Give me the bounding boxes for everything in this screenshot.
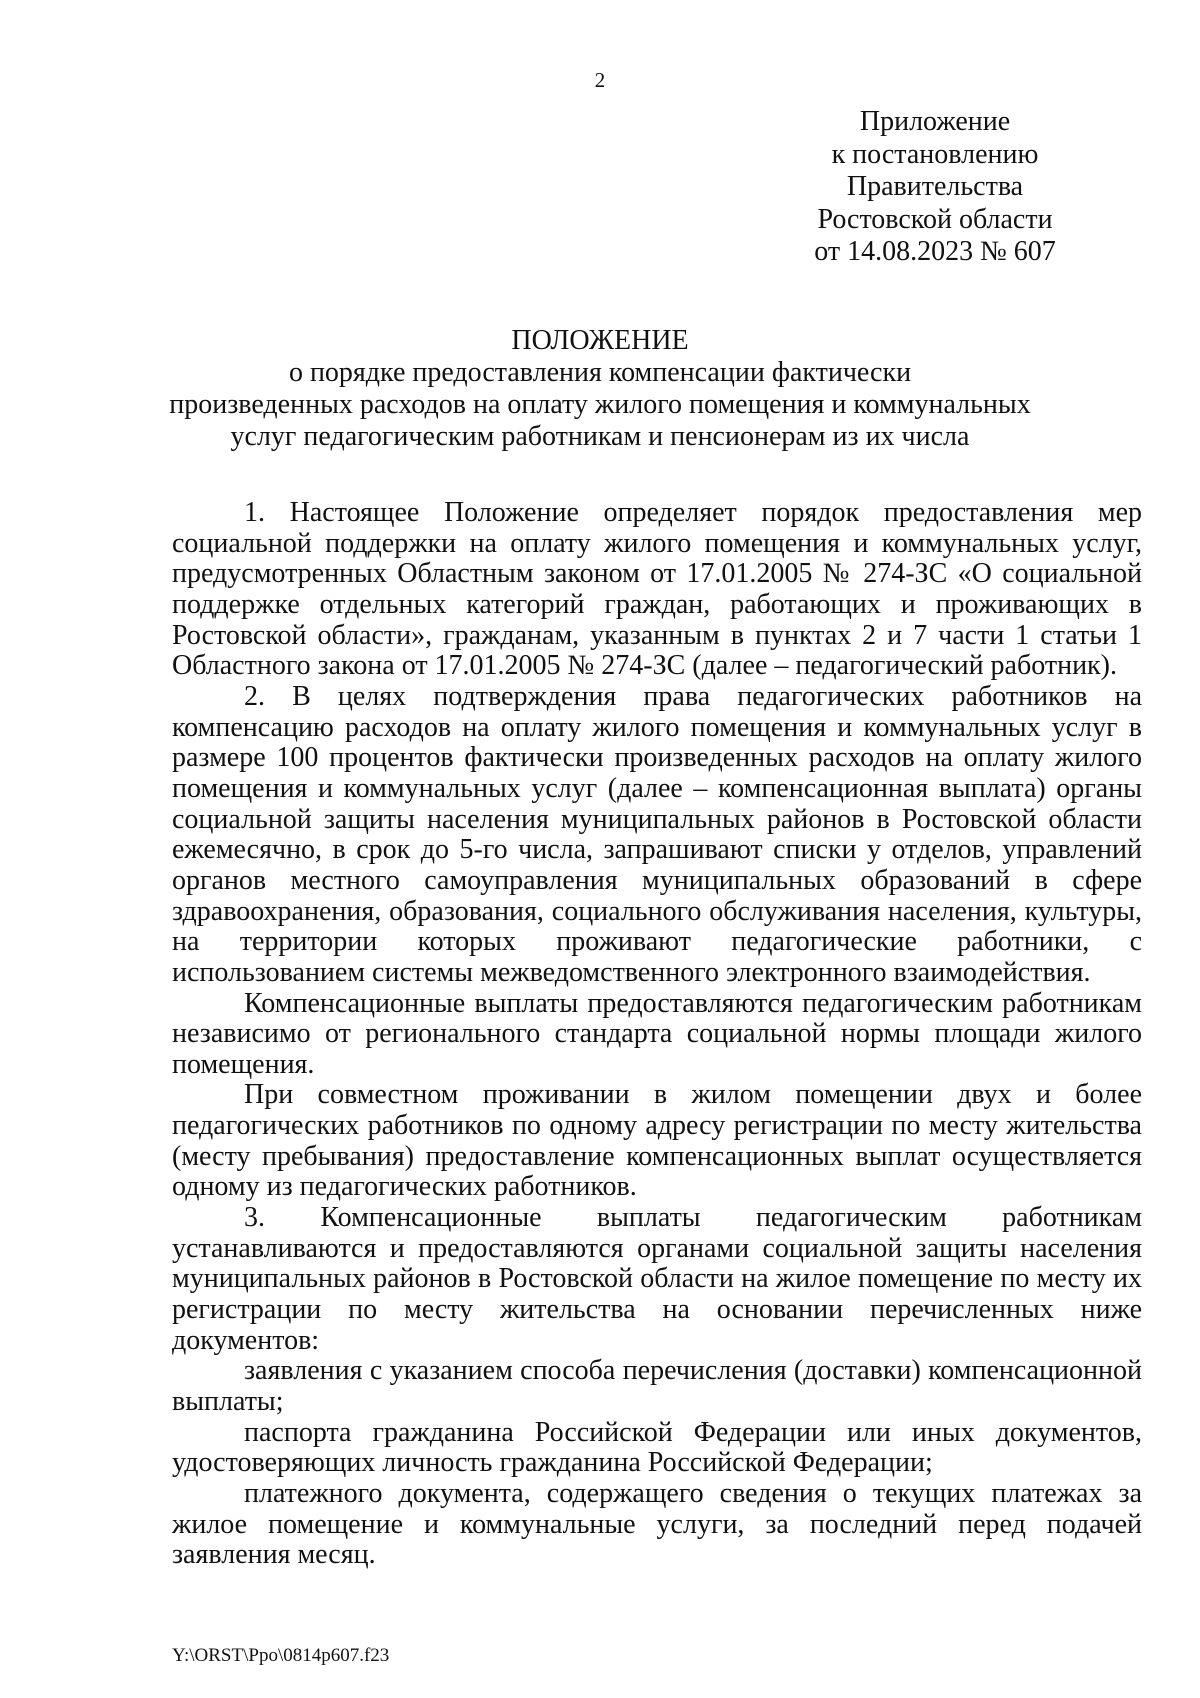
list-item-payment-document: платежного документа, содержащего сведения о текущих платежах за жилое помещение и коммунальные услуги, за последний перед подачей заявления месяц. — [172, 1478, 1142, 1571]
title-heading: ПОЛОЖЕНИЕ — [511, 325, 689, 356]
paragraph-clause-3: 3. Компенсационные выплаты педагогическим работникам устанавливаются и предоставляются органами социальной защиты населения муниципальных районов в Ростовской области на жилое помещение по месту их регистрации по месту жительства на основании перечисленных ниже документов: — [172, 1202, 1142, 1356]
title-subtitle-line: услуг педагогическим работникам и пенсионерам из их числа — [230, 421, 970, 452]
list-item-passport: паспорта гражданина Российской Федерации или иных документов, удостоверяющих личность гражданина Российской Федерации; — [172, 1416, 1142, 1479]
approval-line: от 14.08.2023 № 607 — [814, 236, 1056, 268]
approval-line: Ростовской области — [817, 203, 1053, 235]
footer-file-path: Y:\ORST\Ppo\0814p607.f23 — [172, 1645, 390, 1666]
title-subtitle-line: произведенных расходов на оплату жилого помещения и коммунальных — [169, 389, 1031, 420]
document-body — [172, 498, 1142, 1571]
title-subtitle-line: о порядке предоставления компенсации фактически — [288, 357, 912, 388]
paragraph-clause-2: 2. В целях подтверждения права педагогических работников на компенсацию расходов на оплату жилого помещения и коммунальных услуг в размере 100 процентов фактически произведенных расходов на оплату жилого помещения и коммунальных услуг (далее – компенсационная выплата) органы социальной защиты населения муниципальных районов в Ростовской области ежемесячно, в срок до 5-го числа, запрашивают списки у отделов, управлений органов местного самоуправления муниципальных образований в сфере здравоохранения, образования, социального обслуживания населения, культуры, на территории которых проживают педагогические работники, с использованием системы межведомственного электронного взаимодействия. — [172, 680, 1142, 988]
paragraph-joint-residence: При совместном проживании в жилом помещении двух и более педагогических работников по одному адресу регистрации по месту жительства (месту пребывания) предоставление компенсационных выплат осуществляется одному из педагогических работников. — [172, 1079, 1142, 1203]
paragraph-compensation-norm: Компенсационные выплаты предоставляются педагогическим работникам независимо от регионального стандарта социальной нормы площади жилого помещения. — [172, 987, 1142, 1080]
paragraph-clause-1: 1. Настоящее Положение определяет порядок предоставления мер социальной поддержки на оплату жилого помещения и коммунальных услуг, предусмотренных Областным законом от 17.01.2005 № 274-ЗС «О социальной поддержке отдельных категорий граждан, работающих и проживающих в Ростовской области», гражданам, указанным в пунктах 2 и 7 части 1 статьи 1 Областного закона от 17.01.2005 № 274-ЗС (далее – педагогический работник). — [172, 497, 1142, 682]
document-title — [100, 325, 1100, 453]
approval-line: к постановлению — [831, 138, 1039, 170]
page-number: 2 — [594, 68, 606, 92]
list-item-application: заявления с указанием способа перечисления (доставки) компенсационной выплаты; — [172, 1355, 1142, 1418]
approval-line: Приложение — [859, 106, 1011, 137]
approval-block — [790, 106, 1080, 269]
approval-line: Правительства — [846, 171, 1024, 203]
